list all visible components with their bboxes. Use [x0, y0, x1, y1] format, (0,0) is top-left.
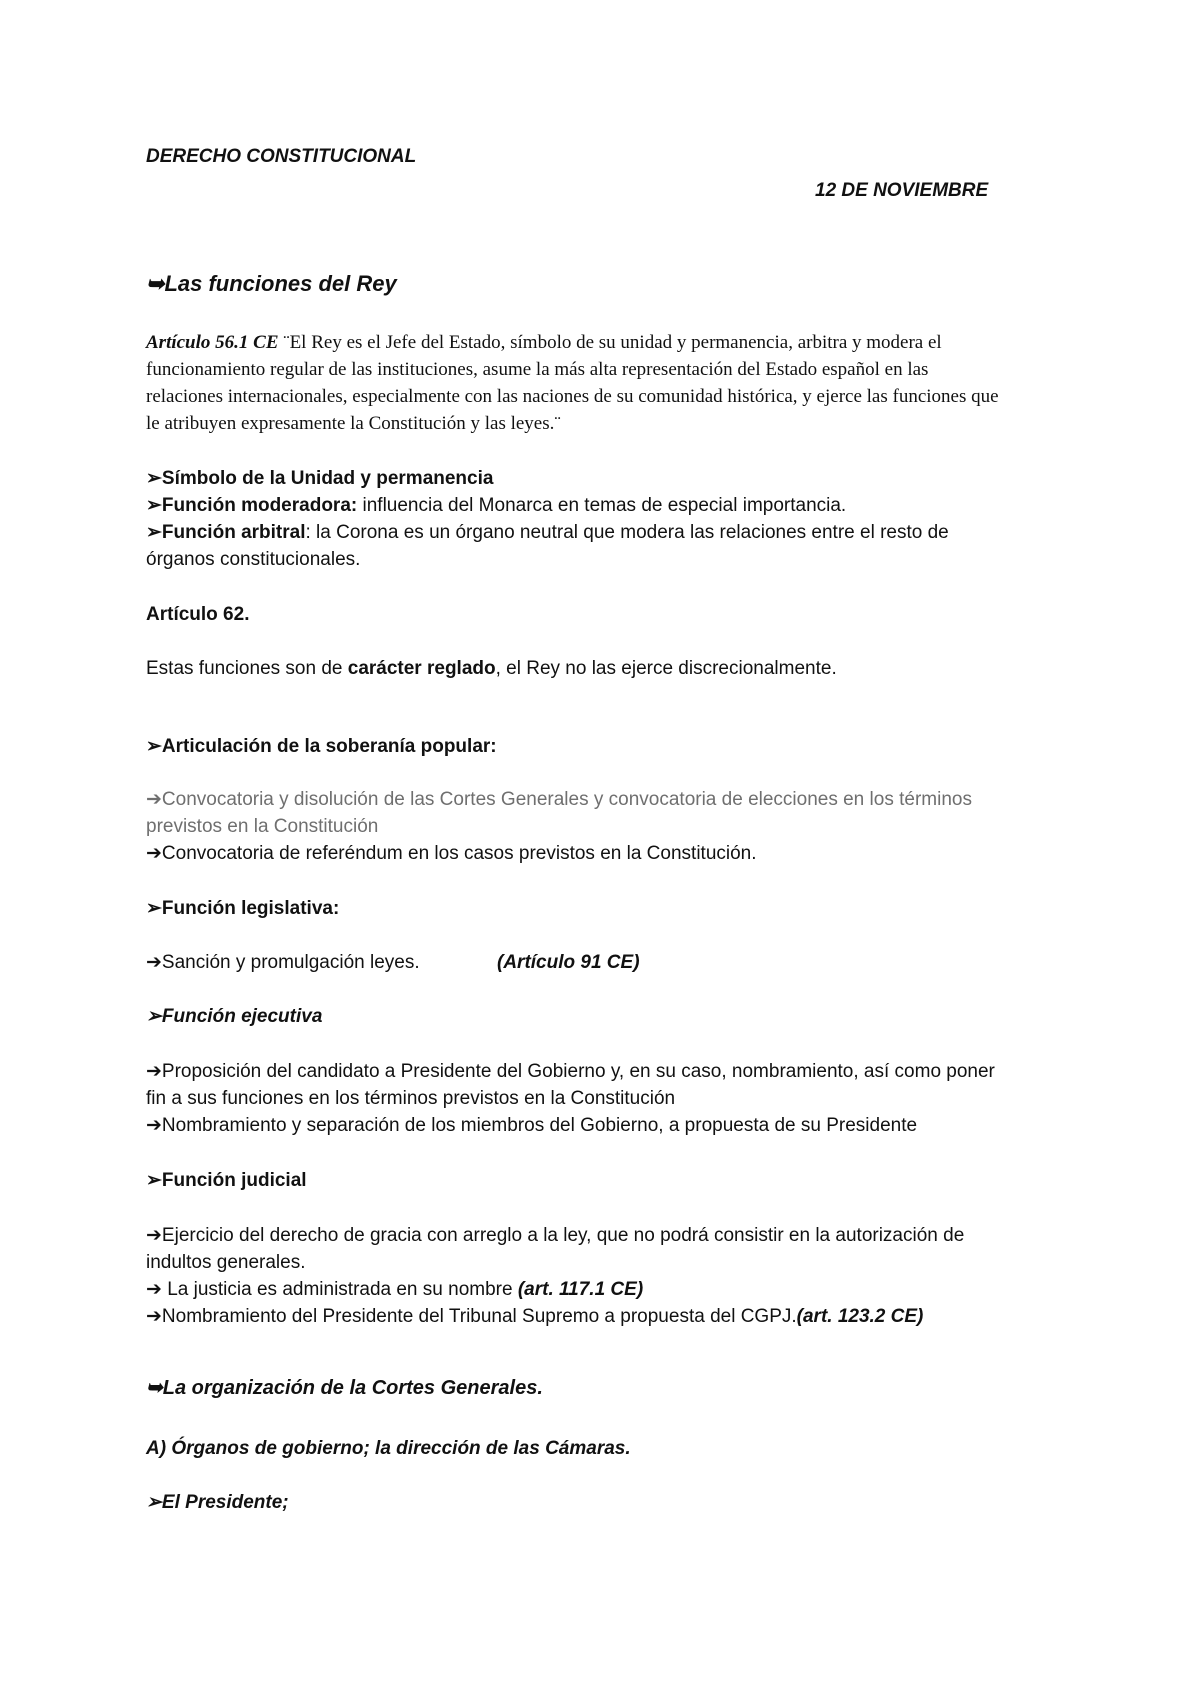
ejecutiva-item-1-line-1: ➔Proposición del candidato a Presidente del Gobierno y, en su caso, nombramiento, así como poner — [146, 1061, 995, 1082]
heading-soberania: ➢Articulación de la soberanía popular: — [146, 736, 497, 757]
arrow-icon: ➔ — [146, 1306, 162, 1327]
article-56-ref: Artículo 56.1 CE — [146, 332, 279, 353]
heading-judicial: ➢Función judicial — [146, 1170, 307, 1191]
ejecutiva-item-2: ➔Nombramiento y separación de los miembros del Gobierno, a propuesta de su Presidente — [146, 1115, 918, 1136]
arrow-icon: ➔ — [146, 1279, 162, 1300]
article-62-label: Artículo 62. — [146, 604, 250, 625]
article-56-line-1: Artículo 56.1 CE ¨El Rey es el Jefe del Estado, símbolo de su unidad y permanencia, arbitra y modera el — [146, 332, 942, 353]
article-56-line-3: relaciones internacionales, especialmente con las naciones de su comunidad histórica, y ejerce las funciones que — [146, 386, 999, 407]
judicial-item-1-line-1: ➔Ejercicio del derecho de gracia con arreglo a la ley, que no podrá consistir en la autorización de — [146, 1225, 965, 1246]
soberania-item-2: ➔Convocatoria de referéndum en los casos previstos en la Constitución. — [146, 843, 757, 864]
subheading-organos: A) Órganos de gobierno; la dirección de las Cámaras. — [146, 1438, 631, 1459]
arrow-icon: ➔ — [146, 1225, 162, 1246]
section-heading-funciones-rey: ➥Las funciones del Rey — [146, 271, 397, 296]
bullet-icon: ➢ — [146, 468, 162, 489]
bullet-icon: ➢ — [146, 522, 162, 543]
bullet-arbitral: ➢Función arbitral: la Corona es un órgano neutral que modera las relaciones entre el resto de — [146, 522, 949, 543]
document-title: DERECHO CONSTITUCIONAL — [146, 146, 417, 167]
soberania-item-1-line-1: ➔Convocatoria y disolución de las Cortes Generales y convocatoria de elecciones en los términos — [146, 789, 972, 810]
judicial-item-1-line-2: indultos generales. — [146, 1252, 306, 1273]
bullet-icon: ➢ — [146, 1492, 162, 1513]
arrow-icon: ➔ — [146, 843, 162, 864]
bullet-simbolo: ➢Símbolo de la Unidad y permanencia — [146, 468, 494, 489]
heading-presidente: ➢El Presidente; — [146, 1492, 289, 1513]
legislativa-ref: (Artículo 91 CE) — [497, 952, 640, 973]
bullet-moderadora: ➢Función moderadora: influencia del Monarca en temas de especial importancia. — [146, 495, 847, 516]
arrow-icon: ➔ — [146, 789, 162, 810]
heading-ejecutiva: ➢Función ejecutiva — [146, 1006, 323, 1027]
heading-legislativa: ➢Función legislativa: — [146, 898, 340, 919]
reglado-paragraph: Estas funciones son de carácter reglado, el Rey no las ejerce discrecionalmente. — [146, 658, 837, 679]
document-date: 12 DE NOVIEMBRE — [815, 180, 989, 201]
bullet-icon: ➢ — [146, 736, 162, 757]
judicial-item-3: ➔Nombramiento del Presidente del Tribunal Supremo a propuesta del CGPJ.(art. 123.2 CE) — [146, 1306, 924, 1327]
ejecutiva-item-1-line-2: fin a sus funciones en los términos previstos en la Constitución — [146, 1088, 676, 1109]
bullet-icon: ➢ — [146, 1170, 162, 1191]
heading-arrow-icon: ➥ — [146, 1377, 163, 1399]
soberania-item-1-line-2: previstos en la Constitución — [146, 816, 379, 837]
heading-arrow-icon: ➥ — [146, 271, 165, 296]
bullet-icon: ➢ — [146, 898, 162, 919]
bullet-arbitral-line-2: órganos constitucionales. — [146, 549, 361, 570]
bullet-icon: ➢ — [146, 1006, 162, 1027]
bullet-icon: ➢ — [146, 495, 162, 516]
article-56-line-2: funcionamiento regular de las instituciones, asume la más alta representación del Estado español en las — [146, 359, 929, 380]
section-heading-cortes: ➥La organización de la Cortes Generales. — [146, 1377, 543, 1399]
legislativa-item-1: ➔Sanción y promulgación leyes. — [146, 952, 420, 973]
arrow-icon: ➔ — [146, 1061, 162, 1082]
judicial-item-2: ➔ La justicia es administrada en su nombre (art. 117.1 CE) — [146, 1279, 644, 1300]
article-56-line-4: le atribuyen expresamente la Constitución y las leyes.¨ — [146, 413, 561, 434]
arrow-icon: ➔ — [146, 952, 162, 973]
arrow-icon: ➔ — [146, 1115, 162, 1136]
